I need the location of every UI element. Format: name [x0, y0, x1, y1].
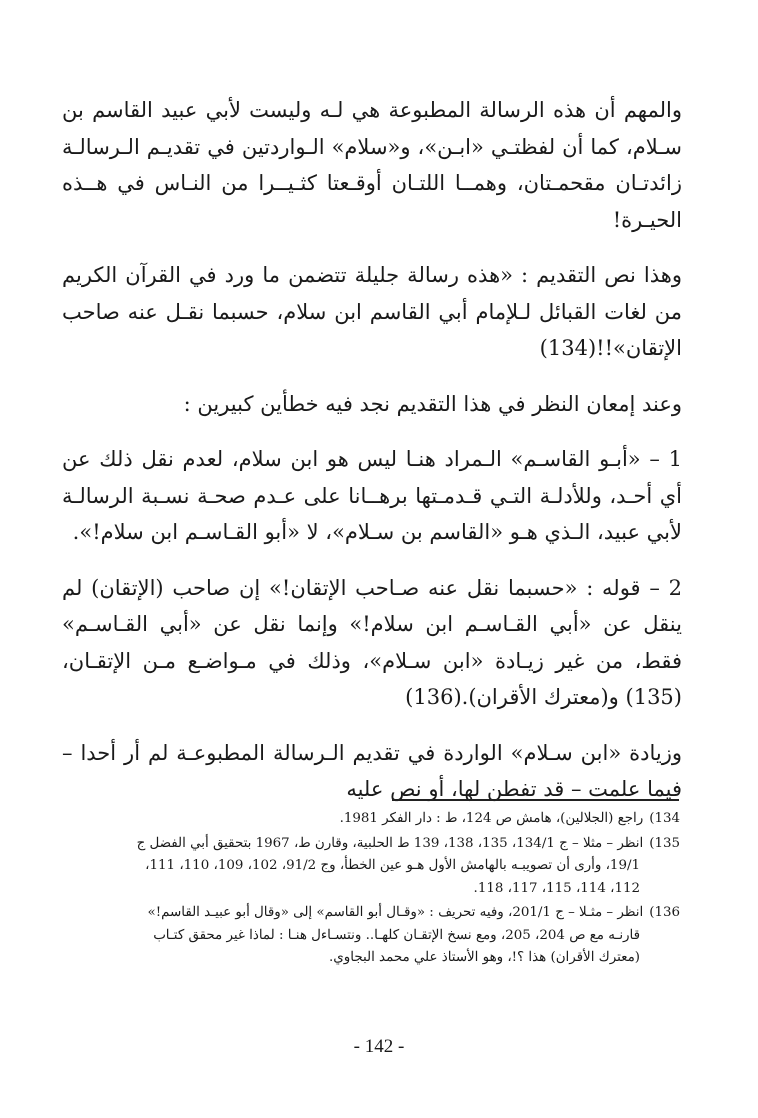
footnote-divider — [392, 799, 679, 801]
paragraph — [62, 735, 682, 808]
footnote-number: 136) — [649, 905, 680, 920]
page-number: - 142 - — [353, 1036, 405, 1057]
footnote-line: راجع (الجلالين)، هامش ص 124، ط : دار الفكر 1981. — [339, 811, 644, 826]
footnote-136 — [40, 902, 680, 970]
paragraph — [62, 441, 682, 551]
footnote-number: 135) — [649, 835, 680, 851]
footnote-line: 112، 114، 115، 117، 118. — [473, 880, 640, 896]
paragraph-text: وعند إمعان النظر في هذا التقديم نجد فيه خطأين كبيرين : — [183, 391, 682, 416]
footnote-134 — [40, 808, 680, 831]
footnotes — [40, 808, 680, 972]
footnote-135 — [40, 833, 680, 901]
footnote-line: 19/1، وأرى أن تصويبـه بالهامش الأول هـو عين الخطأ، وج 91/2، 102، 109، 110، 111، — [145, 858, 640, 873]
footnote-line: انظر – مثلا – ج 134/1، 135، 138، 139 ط الحلبية، وقارن ط، 1967 بتحقيق أبي الفضل ج — [136, 835, 644, 851]
paragraph-text: والمهم أن هذه الرسالة المطبوعة هي لـه وليست لأبي عبيد القاسم بن سـلام، كما أن لفظتـي «ابـن»، و«سلام» الـواردتين في تقديـم الـرسالـة زائدتـان مقحمـتان، وهمــا اللتـان أوقـعتا كثـيــرا من النـاس في هــذه الحيـرة! — [62, 98, 682, 232]
paragraph — [62, 386, 682, 423]
main-text — [62, 92, 682, 827]
paragraph-text: 1 – «أبـو القاسـم» الـمراد هنـا ليس هو ابن سلام، لعدم نقل ذلك عن أي أحـد، وللأدلـة التـي قـدمـتها برهــانا على عـدم صحـة نسـبة الرسالـة لأبي عبيد، الـذي هـو «القاسم بن سـلام»، لا «أبو القـاسـم ابن سلام!». — [62, 447, 682, 544]
footnote-line: (معترك الأقران) هذا ؟!، وهو الأستاذ علي محمد البجاوي. — [329, 950, 640, 965]
paragraph-text: وهذا نص التقديم : «هذه رسالة جليلة تتضمن ما ورد في القرآن الكريم من لغات القبائل لـلإمام أبي القاسم ابن سلام، حسبما نقـل عنه صاحب الإتقان»!!(134) — [62, 263, 682, 360]
footnote-number: 134) — [649, 811, 680, 826]
paragraph — [62, 257, 682, 367]
paragraph — [62, 92, 682, 238]
paragraph-text: وزيادة «ابن سـلام» الواردة في تقديم الـرسالة المطبوعـة لم أر أحدا – فيما علمت – قد تفطن لها، أو نص عليه — [62, 740, 682, 801]
footnote-line: انظر – مثـلا – ج 201/1، وفيه تحريف : «وقـال أبو القاسم» إلى «وقال أبو عبيـد القاسم!» — [147, 905, 644, 920]
paragraph-text: 2 – قوله : «حسبما نقل عنه صـاحب الإتقان!» إن صاحب (الإتقان) لم ينقل عن «أبي القـاسـم ابن سلام!» وإنما نقل عن «أبي القـاسـم» فقط، من غير زيـادة «ابن سـلام»، وذلك في مـواضـع مـن الإتقـان،(135) و(معترك الأقران).(136) — [62, 575, 682, 709]
paragraph — [62, 570, 682, 716]
footnote-line: قارنـه مع ص 204، 205، ومع نسخ الإتقـان كلهـا.. ونتسـاءل هنـا : لماذا غير محقق كتـاب — [153, 927, 640, 943]
